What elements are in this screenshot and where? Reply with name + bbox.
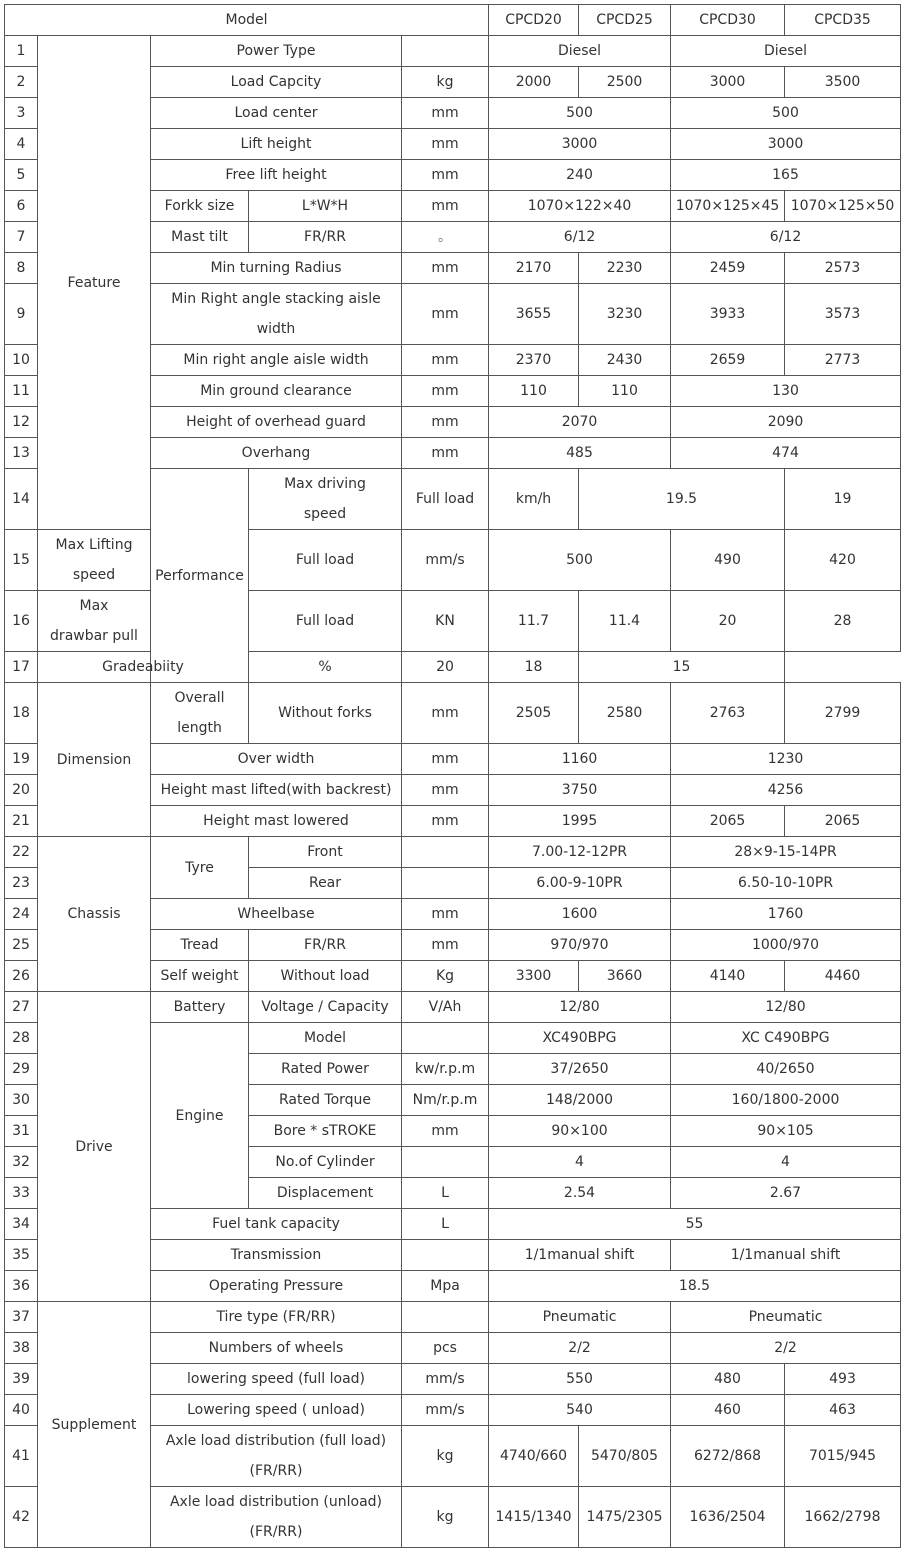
unit: % bbox=[249, 652, 402, 683]
sub-label: Without forks bbox=[249, 683, 402, 744]
item-label: Min ground clearance bbox=[151, 376, 402, 407]
value: 2.54 bbox=[489, 1178, 671, 1209]
value: 500 bbox=[489, 530, 671, 591]
unit: mm bbox=[402, 98, 489, 129]
row-number: 9 bbox=[5, 284, 38, 345]
value: 12/80 bbox=[489, 992, 671, 1023]
item-label: Free lift height bbox=[151, 160, 402, 191]
value: 490 bbox=[671, 530, 785, 591]
value: 4 bbox=[489, 1147, 671, 1178]
unit: kg bbox=[402, 67, 489, 98]
row-number: 32 bbox=[5, 1147, 38, 1178]
value: 4 bbox=[671, 1147, 901, 1178]
row-number: 19 bbox=[5, 744, 38, 775]
row-number: 7 bbox=[5, 222, 38, 253]
sub-label: Full load bbox=[249, 591, 402, 652]
row-number: 18 bbox=[5, 683, 38, 744]
value: 40/2650 bbox=[671, 1054, 901, 1085]
value: 6.00-9-10PR bbox=[489, 868, 671, 899]
value: 474 bbox=[671, 438, 901, 469]
section-chassis: Chassis bbox=[38, 837, 151, 992]
unit: L bbox=[402, 1178, 489, 1209]
item-label: Tire type (FR/RR) bbox=[151, 1302, 402, 1333]
value: 2773 bbox=[785, 345, 901, 376]
table-row bbox=[5, 683, 901, 744]
value: 2580 bbox=[579, 683, 671, 744]
item-label-line2: width bbox=[256, 321, 296, 337]
item-label: Load Capcity bbox=[151, 67, 402, 98]
value: 540 bbox=[489, 1395, 671, 1426]
row-number: 37 bbox=[5, 1302, 38, 1333]
value: 148/2000 bbox=[489, 1085, 671, 1116]
item-label: Height of overhead guard bbox=[151, 407, 402, 438]
sub-label: FR/RR bbox=[249, 930, 402, 961]
item-label-line2: (FR/RR) bbox=[249, 1463, 303, 1479]
value: 2370 bbox=[489, 345, 579, 376]
sub-label: Bore * sTROKE bbox=[249, 1116, 402, 1147]
value: 3750 bbox=[489, 775, 671, 806]
table-row bbox=[5, 530, 901, 591]
value: 460 bbox=[671, 1395, 785, 1426]
unit: mm/s bbox=[402, 1395, 489, 1426]
unit: mm/s bbox=[402, 530, 489, 591]
sub-label: L*W*H bbox=[249, 191, 402, 222]
value: 2000 bbox=[489, 67, 579, 98]
value: 3933 bbox=[671, 284, 785, 345]
value: 15 bbox=[579, 652, 785, 683]
item-label bbox=[151, 1426, 402, 1487]
item-label-line2: drawbar pull bbox=[50, 628, 138, 644]
value: 6/12 bbox=[671, 222, 901, 253]
row-number: 6 bbox=[5, 191, 38, 222]
value: 2070 bbox=[489, 407, 671, 438]
row-number: 30 bbox=[5, 1085, 38, 1116]
spec-table bbox=[4, 4, 901, 1548]
sub-label: Rear bbox=[249, 868, 402, 899]
value: 485 bbox=[489, 438, 671, 469]
row-number: 13 bbox=[5, 438, 38, 469]
unit: mm bbox=[402, 407, 489, 438]
row-number: 27 bbox=[5, 992, 38, 1023]
unit: kg bbox=[402, 1426, 489, 1487]
item-label: Mast tilt bbox=[151, 222, 249, 253]
value: 1662/2798 bbox=[785, 1487, 901, 1548]
item-label: Min turning Radius bbox=[151, 253, 402, 284]
sub-label: Rated Power bbox=[249, 1054, 402, 1085]
item-label-line2: speed bbox=[303, 506, 347, 522]
sub-label: Displacement bbox=[249, 1178, 402, 1209]
value: 19.5 bbox=[579, 469, 785, 530]
value: 160/1800-2000 bbox=[671, 1085, 901, 1116]
unit bbox=[402, 1147, 489, 1178]
value: 550 bbox=[489, 1364, 671, 1395]
item-label bbox=[151, 1487, 402, 1548]
value: 6272/868 bbox=[671, 1426, 785, 1487]
unit: mm bbox=[402, 806, 489, 837]
value: 1160 bbox=[489, 744, 671, 775]
value: 20 bbox=[671, 591, 785, 652]
row-number: 40 bbox=[5, 1395, 38, 1426]
value: 2/2 bbox=[489, 1333, 671, 1364]
item-label: lowering speed (full load) bbox=[151, 1364, 402, 1395]
value: 6.50-10-10PR bbox=[671, 868, 901, 899]
value: 240 bbox=[489, 160, 671, 191]
sub-label: Full load bbox=[249, 530, 402, 591]
section-dimension: Dimension bbox=[38, 683, 151, 837]
value: 18 bbox=[489, 652, 579, 683]
item-label: Height mast lowered bbox=[151, 806, 402, 837]
value: Pneumatic bbox=[489, 1302, 671, 1333]
unit: mm bbox=[402, 683, 489, 744]
item-label: Forkk size bbox=[151, 191, 249, 222]
item-label bbox=[38, 530, 151, 591]
value: 970/970 bbox=[489, 930, 671, 961]
item-label: Tyre bbox=[151, 837, 249, 899]
unit: KN bbox=[402, 591, 489, 652]
row-number: 35 bbox=[5, 1240, 38, 1271]
unit: mm bbox=[402, 284, 489, 345]
row-number: 26 bbox=[5, 961, 38, 992]
value: 3655 bbox=[489, 284, 579, 345]
value: 3300 bbox=[489, 961, 579, 992]
item-label bbox=[151, 284, 402, 345]
row-number: 41 bbox=[5, 1426, 38, 1487]
value: 1070×125×50 bbox=[785, 191, 901, 222]
value: 12/80 bbox=[671, 992, 901, 1023]
row-number: 11 bbox=[5, 376, 38, 407]
unit: mm bbox=[402, 191, 489, 222]
model-cpcd20: CPCD20 bbox=[489, 5, 579, 36]
value: XC490BPG bbox=[489, 1023, 671, 1054]
value: 19 bbox=[785, 469, 901, 530]
row-number: 3 bbox=[5, 98, 38, 129]
item-label-line1: Overall bbox=[174, 690, 225, 706]
model-cpcd25: CPCD25 bbox=[579, 5, 671, 36]
value: 7.00-12-12PR bbox=[489, 837, 671, 868]
row-number: 4 bbox=[5, 129, 38, 160]
section-supplement: Supplement bbox=[38, 1302, 151, 1548]
unit: mm bbox=[402, 899, 489, 930]
item-label: Engine bbox=[151, 1023, 249, 1209]
value: 463 bbox=[785, 1395, 901, 1426]
row-number: 8 bbox=[5, 253, 38, 284]
value: 3660 bbox=[579, 961, 671, 992]
value: 500 bbox=[489, 98, 671, 129]
item-label-line2: length bbox=[177, 720, 222, 736]
value: 2430 bbox=[579, 345, 671, 376]
value: 2573 bbox=[785, 253, 901, 284]
row-number: 12 bbox=[5, 407, 38, 438]
row-number: 5 bbox=[5, 160, 38, 191]
value: 28×9-15-14PR bbox=[671, 837, 901, 868]
item-label-line1: Axle load distribution (unload) bbox=[169, 1494, 382, 1510]
value: Diesel bbox=[671, 36, 901, 67]
row-number: 25 bbox=[5, 930, 38, 961]
unit bbox=[402, 837, 489, 868]
section-performance: Performance bbox=[151, 469, 249, 683]
item-label: Power Type bbox=[151, 36, 402, 67]
item-label: Lowering speed ( unload) bbox=[151, 1395, 402, 1426]
item-label: Wheelbase bbox=[151, 899, 402, 930]
item-label: Min right angle aisle width bbox=[151, 345, 402, 376]
value: 11.4 bbox=[579, 591, 671, 652]
sub-label: Front bbox=[249, 837, 402, 868]
value: 37/2650 bbox=[489, 1054, 671, 1085]
row-number: 21 bbox=[5, 806, 38, 837]
value: 90×100 bbox=[489, 1116, 671, 1147]
section-feature: Feature bbox=[38, 36, 151, 530]
value: 1/1manual shift bbox=[489, 1240, 671, 1271]
item-label-line2: (FR/RR) bbox=[249, 1524, 303, 1540]
table-row bbox=[5, 652, 901, 683]
sub-label: No.of Cylinder bbox=[249, 1147, 402, 1178]
unit: 。 bbox=[402, 222, 489, 253]
item-label: Numbers of wheels bbox=[151, 1333, 402, 1364]
item-label: Operating Pressure bbox=[151, 1271, 402, 1302]
unit bbox=[402, 868, 489, 899]
header-row bbox=[5, 5, 901, 36]
sub-label: FR/RR bbox=[249, 222, 402, 253]
item-label: Load center bbox=[151, 98, 402, 129]
value: 130 bbox=[671, 376, 901, 407]
table-row bbox=[5, 591, 901, 652]
value: 1070×125×45 bbox=[671, 191, 785, 222]
unit: mm bbox=[402, 129, 489, 160]
item-label: Battery bbox=[151, 992, 249, 1023]
value: 2459 bbox=[671, 253, 785, 284]
row-number: 36 bbox=[5, 1271, 38, 1302]
row-number: 33 bbox=[5, 1178, 38, 1209]
value: 420 bbox=[785, 530, 901, 591]
unit: V/Ah bbox=[402, 992, 489, 1023]
value: 2500 bbox=[579, 67, 671, 98]
value: 110 bbox=[489, 376, 579, 407]
value: 1995 bbox=[489, 806, 671, 837]
row-number: 28 bbox=[5, 1023, 38, 1054]
model-cpcd30: CPCD30 bbox=[671, 5, 785, 36]
value: 2659 bbox=[671, 345, 785, 376]
value: 2065 bbox=[671, 806, 785, 837]
sub-label: Full load bbox=[402, 469, 489, 530]
row-number: 16 bbox=[5, 591, 38, 652]
model-label: Model bbox=[5, 5, 489, 36]
row-number: 38 bbox=[5, 1333, 38, 1364]
value: 1475/2305 bbox=[579, 1487, 671, 1548]
row-number: 31 bbox=[5, 1116, 38, 1147]
item-label: Self weight bbox=[151, 961, 249, 992]
value: 5470/805 bbox=[579, 1426, 671, 1487]
item-label bbox=[151, 683, 249, 744]
unit: mm bbox=[402, 345, 489, 376]
unit: mm bbox=[402, 438, 489, 469]
unit bbox=[402, 1240, 489, 1271]
value: 18.5 bbox=[489, 1271, 901, 1302]
value: 3500 bbox=[785, 67, 901, 98]
value: 2170 bbox=[489, 253, 579, 284]
unit: Mpa bbox=[402, 1271, 489, 1302]
unit: Kg bbox=[402, 961, 489, 992]
value: 165 bbox=[671, 160, 901, 191]
value: Diesel bbox=[489, 36, 671, 67]
value: 3573 bbox=[785, 284, 901, 345]
model-cpcd35: CPCD35 bbox=[785, 5, 901, 36]
item-label: Tread bbox=[151, 930, 249, 961]
unit: mm bbox=[402, 930, 489, 961]
value: 2763 bbox=[671, 683, 785, 744]
row-number: 2 bbox=[5, 67, 38, 98]
value: 20 bbox=[402, 652, 489, 683]
unit bbox=[402, 1302, 489, 1333]
unit bbox=[402, 36, 489, 67]
item-label: Overhang bbox=[151, 438, 402, 469]
row-number: 23 bbox=[5, 868, 38, 899]
value: 1230 bbox=[671, 744, 901, 775]
row-number: 15 bbox=[5, 530, 38, 591]
row-number: 14 bbox=[5, 469, 38, 530]
item-label: Fuel tank capacity bbox=[151, 1209, 402, 1240]
row-number: 17 bbox=[5, 652, 38, 683]
row-number: 10 bbox=[5, 345, 38, 376]
table-row bbox=[5, 992, 901, 1023]
value: Pneumatic bbox=[671, 1302, 901, 1333]
row-number: 39 bbox=[5, 1364, 38, 1395]
item-label bbox=[38, 591, 151, 652]
value: 2230 bbox=[579, 253, 671, 284]
unit: L bbox=[402, 1209, 489, 1240]
unit: mm bbox=[402, 376, 489, 407]
value: 2090 bbox=[671, 407, 901, 438]
unit: km/h bbox=[489, 469, 579, 530]
value: 500 bbox=[671, 98, 901, 129]
item-label: Over width bbox=[151, 744, 402, 775]
unit: kw/r.p.m bbox=[402, 1054, 489, 1085]
item-label-line1: Axle load distribution (full load) bbox=[165, 1433, 387, 1449]
value: 1600 bbox=[489, 899, 671, 930]
item-label: Transmission bbox=[151, 1240, 402, 1271]
value: 3000 bbox=[671, 129, 901, 160]
unit: kg bbox=[402, 1487, 489, 1548]
unit: mm/s bbox=[402, 1364, 489, 1395]
item-label-line1: Max Lifting bbox=[55, 537, 133, 553]
value: 7015/945 bbox=[785, 1426, 901, 1487]
value: 11.7 bbox=[489, 591, 579, 652]
value: 4740/660 bbox=[489, 1426, 579, 1487]
row-number: 1 bbox=[5, 36, 38, 67]
sub-label: Without load bbox=[249, 961, 402, 992]
value: 4140 bbox=[671, 961, 785, 992]
unit: mm bbox=[402, 775, 489, 806]
section-drive: Drive bbox=[38, 992, 151, 1302]
row-number: 20 bbox=[5, 775, 38, 806]
table-row bbox=[5, 36, 901, 67]
table-row bbox=[5, 1302, 901, 1333]
value: 480 bbox=[671, 1364, 785, 1395]
value: 2.67 bbox=[671, 1178, 901, 1209]
value: XC C490BPG bbox=[671, 1023, 901, 1054]
row-number: 29 bbox=[5, 1054, 38, 1085]
value: 1070×122×40 bbox=[489, 191, 671, 222]
item-label: Lift height bbox=[151, 129, 402, 160]
row-number: 24 bbox=[5, 899, 38, 930]
item-label: Height mast lifted(with backrest) bbox=[151, 775, 402, 806]
unit: mm bbox=[402, 1116, 489, 1147]
item-label-line2: speed bbox=[72, 567, 116, 583]
value: 2799 bbox=[785, 683, 901, 744]
value: 90×105 bbox=[671, 1116, 901, 1147]
item-label-line1: Max bbox=[79, 598, 109, 614]
value: 493 bbox=[785, 1364, 901, 1395]
row-number: 42 bbox=[5, 1487, 38, 1548]
value: 110 bbox=[579, 376, 671, 407]
value: 2/2 bbox=[671, 1333, 901, 1364]
table-row bbox=[5, 837, 901, 868]
value: 28 bbox=[785, 591, 901, 652]
sub-label: Rated Torque bbox=[249, 1085, 402, 1116]
value: 1000/970 bbox=[671, 930, 901, 961]
unit: mm bbox=[402, 160, 489, 191]
value: 1636/2504 bbox=[671, 1487, 785, 1548]
unit: mm bbox=[402, 744, 489, 775]
value: 3000 bbox=[671, 67, 785, 98]
value: 55 bbox=[489, 1209, 901, 1240]
value: 2065 bbox=[785, 806, 901, 837]
item-label: Gradeabiity bbox=[38, 652, 249, 683]
unit: mm bbox=[402, 253, 489, 284]
value: 6/12 bbox=[489, 222, 671, 253]
row-number: 34 bbox=[5, 1209, 38, 1240]
unit: pcs bbox=[402, 1333, 489, 1364]
value: 4256 bbox=[671, 775, 901, 806]
unit bbox=[402, 1023, 489, 1054]
item-label-line1: Min Right angle stacking aisle bbox=[171, 291, 381, 307]
value: 3000 bbox=[489, 129, 671, 160]
sub-label: Voltage / Capacity bbox=[249, 992, 402, 1023]
value: 1415/1340 bbox=[489, 1487, 579, 1548]
value: 1760 bbox=[671, 899, 901, 930]
unit: Nm/r.p.m bbox=[402, 1085, 489, 1116]
item-label-line1: Max driving bbox=[284, 476, 366, 492]
sub-label: Model bbox=[249, 1023, 402, 1054]
value: 2505 bbox=[489, 683, 579, 744]
row-number: 22 bbox=[5, 837, 38, 868]
value: 3230 bbox=[579, 284, 671, 345]
value: 1/1manual shift bbox=[671, 1240, 901, 1271]
item-label bbox=[249, 469, 402, 530]
value: 4460 bbox=[785, 961, 901, 992]
